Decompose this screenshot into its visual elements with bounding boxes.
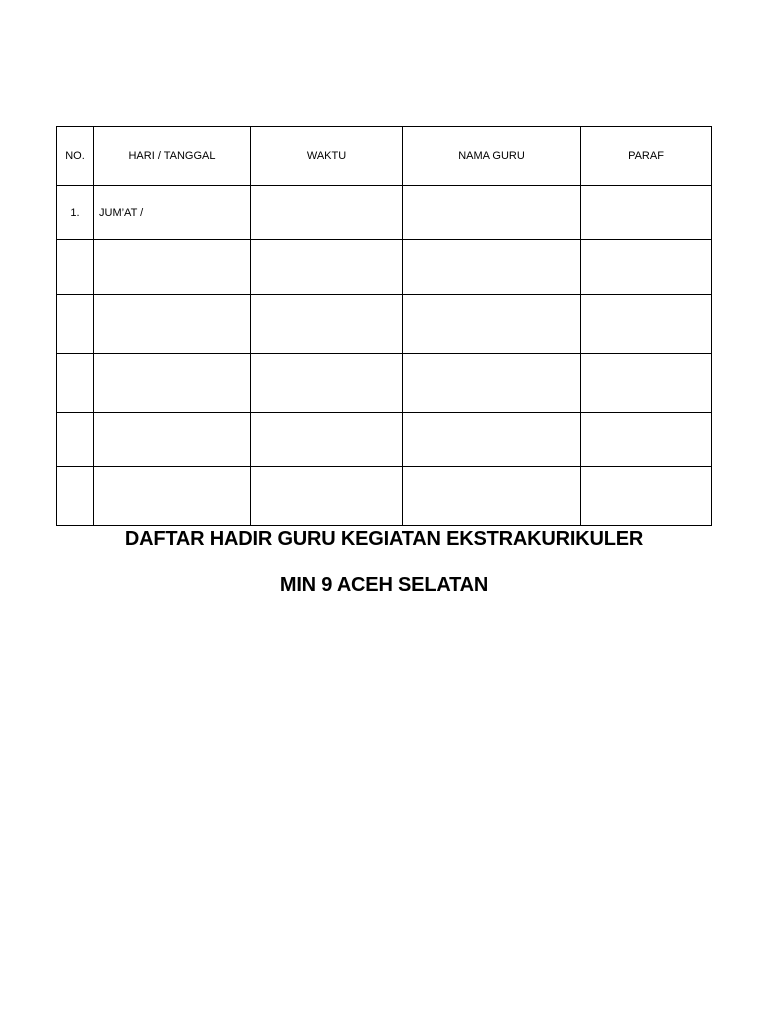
header-signature: PARAF	[581, 127, 712, 186]
cell-teacher-name	[403, 295, 581, 354]
cell-signature	[581, 413, 712, 467]
cell-teacher-name	[403, 354, 581, 413]
cell-time	[251, 295, 403, 354]
header-no: NO.	[57, 127, 94, 186]
cell-day-date	[94, 467, 251, 526]
header-day-date: HARI / TANGGAL	[94, 127, 251, 186]
cell-teacher-name	[403, 413, 581, 467]
cell-day-date	[94, 354, 251, 413]
header-time: WAKTU	[251, 127, 403, 186]
cell-signature	[581, 354, 712, 413]
cell-signature	[581, 467, 712, 526]
cell-no	[57, 240, 94, 295]
cell-no	[57, 467, 94, 526]
cell-time	[251, 186, 403, 240]
document-title: DAFTAR HADIR GURU KEGIATAN EKSTRAKURIKULER	[124, 528, 644, 550]
table-row	[57, 413, 712, 467]
cell-day-date: JUM’AT /	[94, 186, 251, 240]
cell-teacher-name	[403, 467, 581, 526]
table-header-row	[57, 127, 712, 186]
cell-day-date	[94, 413, 251, 467]
table-row	[57, 467, 712, 526]
cell-signature	[581, 240, 712, 295]
header-teacher-name: NAMA GURU	[403, 127, 581, 186]
table-row	[57, 240, 712, 295]
cell-no: 1.	[57, 186, 94, 240]
table-row	[57, 354, 712, 413]
table-row	[57, 186, 712, 240]
cell-teacher-name	[403, 240, 581, 295]
cell-time	[251, 354, 403, 413]
cell-signature	[581, 186, 712, 240]
cell-time	[251, 413, 403, 467]
cell-time	[251, 240, 403, 295]
cell-teacher-name	[403, 186, 581, 240]
cell-signature	[581, 295, 712, 354]
cell-no	[57, 354, 94, 413]
document-subtitle: MIN 9 ACEH SELATAN	[279, 574, 489, 596]
attendance-table	[56, 126, 712, 526]
cell-day-date	[94, 295, 251, 354]
cell-no	[57, 295, 94, 354]
cell-day-date	[94, 240, 251, 295]
cell-no	[57, 413, 94, 467]
table-row	[57, 295, 712, 354]
cell-time	[251, 467, 403, 526]
